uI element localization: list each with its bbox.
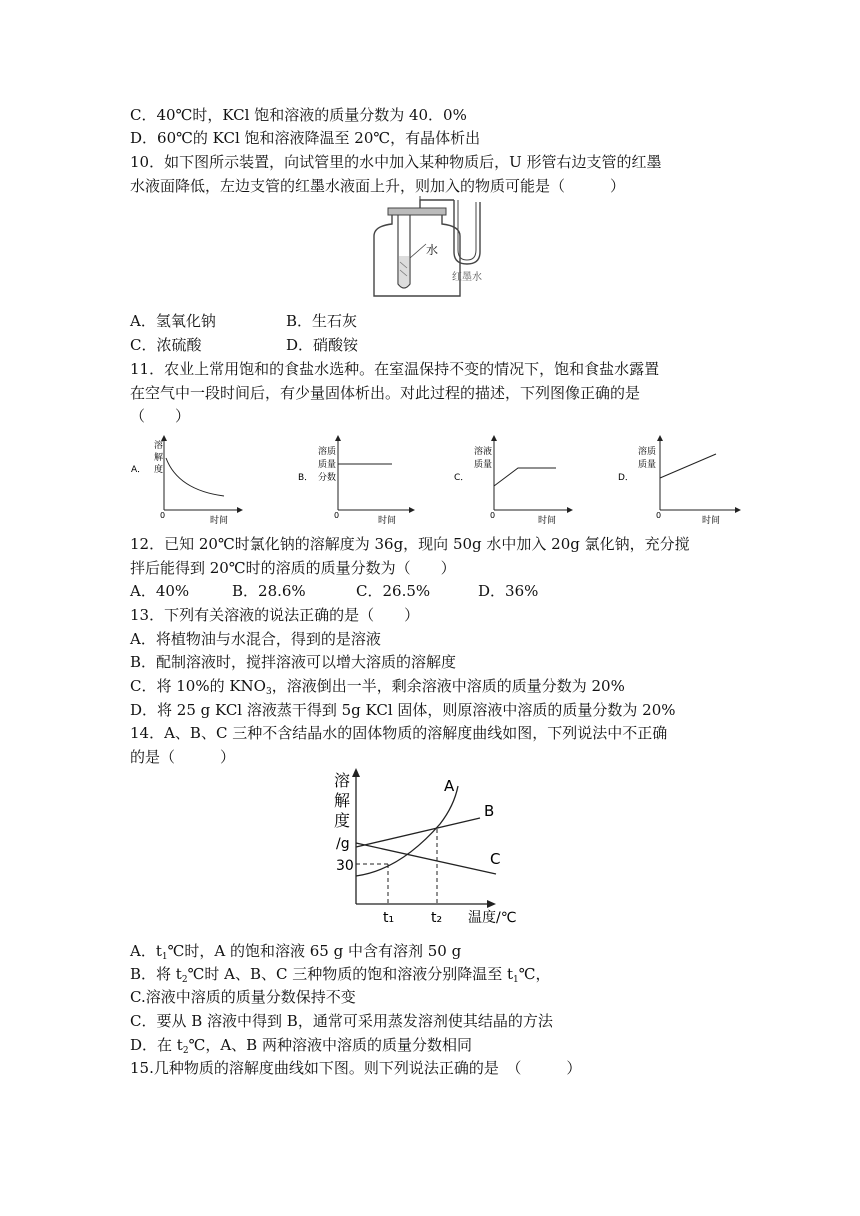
q10-figure-label-ink: 红墨水	[452, 272, 482, 283]
q11-graph-c-origin: 0	[490, 511, 496, 520]
q11-graph-c-curve	[494, 468, 556, 486]
q14-curve-label-b: B	[484, 802, 495, 820]
q13-option-c-post: ，溶液倒出一半，剩余溶液中溶质的质量分数为 20%	[271, 677, 625, 695]
q11-graph-d-origin: 0	[656, 511, 662, 520]
q14-option-a-post: ℃时，A 的饱和溶液 65 g 中含有溶剂 50 g	[167, 942, 462, 960]
q14-option-a-sub: 1	[161, 952, 168, 962]
q12-option-d: D．36%	[478, 582, 539, 600]
q13-option-d: D．将 25 g KCl 溶液蒸干得到 5g KCl 固体，则原溶液中溶质的质量分数为 20%	[130, 701, 676, 719]
q11-stem-line2: 在空气中一段时间后，有少量固体析出。对此过程的描述，下列图像正确的是	[130, 384, 641, 402]
q14-curve-label-c: C	[490, 850, 501, 868]
q14-ylabel-3: 度	[334, 811, 351, 830]
q14-option-b-pre: B．将 t	[130, 965, 182, 983]
q11-graph-d	[618, 434, 744, 526]
q12-option-a: A．40%	[130, 582, 190, 600]
q15-stem: 15.几种物质的溶解度曲线如下图。则下列说法正确的是 （ ）	[130, 1059, 582, 1077]
q13-stem: 13．下列有关溶液的说法正确的是（ ）	[130, 606, 420, 624]
q11-graph-b-ylabel-1: 溶质	[318, 447, 337, 457]
q14-option-d-post: ℃，A、B 两种溶液中溶质的质量分数相同	[188, 1036, 472, 1054]
q12-option-b: B．28.6%	[232, 582, 306, 600]
q11-graph-b-letter: B．	[298, 473, 314, 483]
q13-option-b: B．配制溶液时，搅拌溶液可以增大溶质的溶解度	[130, 653, 457, 671]
q10-option-b: B．生石灰	[286, 312, 358, 330]
q11-graph-b	[296, 434, 416, 526]
q10-option-a: A．氢氧化钠	[130, 312, 216, 330]
q10-option-c: C．浓硫酸	[130, 336, 202, 354]
q11-graph-c-letter: C．	[454, 473, 470, 483]
q14-option-b-sub2: 1	[513, 975, 519, 985]
q10-option-d: D．硝酸铵	[286, 336, 359, 354]
q14-xtick-t2: t₂	[431, 910, 443, 926]
q11-graph-b-ylabel-2: 质量	[318, 460, 337, 470]
q14-option-c: C．要从 B 溶液中得到 B，通常可采用蒸发溶剂使其结晶的方法	[130, 1012, 553, 1030]
q11-graph-b-origin: 0	[334, 511, 340, 520]
q14-stem-line1: 14．A、B、C 三种不含结晶水的固体物质的溶解度曲线如图，下列说法中不正确	[130, 724, 668, 742]
q11-graph-b-ylabel-3: 分数	[318, 473, 337, 483]
q10-figure-label-water: 水	[426, 243, 439, 257]
q11-graph-c-ylabel-1: 溶液	[474, 447, 493, 457]
q10-stem-line1: 10．如下图所示装置，向试管里的水中加入某种物质后，U 形管右边支管的红墨	[130, 153, 662, 171]
q11-graph-c-ylabel-2: 质量	[474, 460, 493, 470]
q11-stem-line3: （ ）	[130, 407, 191, 425]
q11-graph-d-curve	[660, 454, 716, 478]
q11-graph-d-xlabel: 时间	[702, 516, 721, 526]
q14-option-b-cont: C.溶液中溶质的质量分数保持不变	[130, 988, 356, 1006]
q14-ylabel-4: /g	[336, 836, 350, 852]
q14-stem-line2: 的是（ ）	[130, 748, 236, 766]
q11-graph-c-xlabel: 时间	[538, 516, 557, 526]
q12-option-c: C．26.5%	[356, 582, 431, 600]
q11-graph-b-xlabel: 时间	[378, 516, 397, 526]
q12-stem-line1: 12．已知 20℃时氯化钠的溶解度为 36g，现向 50g 水中加入 20g 氯化钠，充分搅	[130, 535, 690, 553]
q9-option-d: D．60℃的 KCl 饱和溶液降温至 20℃，有晶体析出	[130, 129, 481, 147]
q11-graph-a-ylabel-2: 解	[154, 453, 164, 463]
q14-ylabel-2: 解	[334, 791, 351, 810]
q14-option-a-pre: A．t	[130, 942, 162, 960]
q14-xlabel: 温度/℃	[468, 910, 517, 926]
q12-stem-line2: 拌后能得到 20℃时的溶质的质量分数为（ ）	[130, 559, 456, 577]
q11-graph-d-ylabel-2: 质量	[638, 460, 657, 470]
q11-graph-a-ylabel-1: 溶	[154, 441, 164, 451]
q14-ylabel-1: 溶	[334, 771, 351, 790]
q9-option-c: C．40℃时，KCl 饱和溶液的质量分数为 40．0%	[130, 106, 467, 124]
q10-stem-line2: 水液面降低，左边支管的红墨水液面上升，则加入的物质可能是（ ）	[130, 177, 626, 195]
q14-ytick-30: 30	[336, 858, 354, 874]
q11-graph-a-letter: A．	[131, 465, 147, 475]
q13-option-c-sub: 3	[265, 687, 272, 697]
q11-graph-a	[128, 434, 248, 526]
q14-option-b-post: ℃，	[518, 965, 551, 983]
q14-solubility-chart	[330, 764, 570, 934]
q11-graph-a-ylabel-3: 度	[154, 465, 164, 475]
q14-xtick-t1: t₁	[383, 910, 395, 926]
q14-option-d-pre: D．在 t	[130, 1036, 183, 1054]
q11-graph-c	[452, 434, 576, 526]
q11-graph-a-origin: 0	[160, 511, 166, 520]
q13-option-a: A．将植物油与水混合，得到的是溶液	[130, 630, 381, 648]
q11-stem-line1: 11．农业上常用饱和的食盐水选种。在室温保持不变的情况下，饱和食盐水露置	[130, 360, 660, 378]
q14-option-d-sub: 2	[182, 1046, 189, 1056]
q11-graph-d-letter: D．	[618, 473, 634, 483]
q11-graph-d-ylabel-1: 溶质	[638, 447, 657, 457]
q11-graph-a-xlabel: 时间	[210, 516, 229, 526]
q14-curve-b	[356, 818, 480, 847]
q14-option-b-mid: ℃时 A、B、C 三种物质的饱和溶液分别降温至 t	[187, 965, 514, 983]
q11-graph-a-curve	[166, 458, 224, 496]
q14-curve-c	[356, 843, 496, 874]
q13-option-c	[130, 676, 625, 702]
q14-option-b-sub: 2	[181, 975, 188, 985]
q13-option-c-pre: C．将 10%的 KNO	[130, 677, 266, 695]
q14-curve-label-a: A	[444, 777, 455, 795]
